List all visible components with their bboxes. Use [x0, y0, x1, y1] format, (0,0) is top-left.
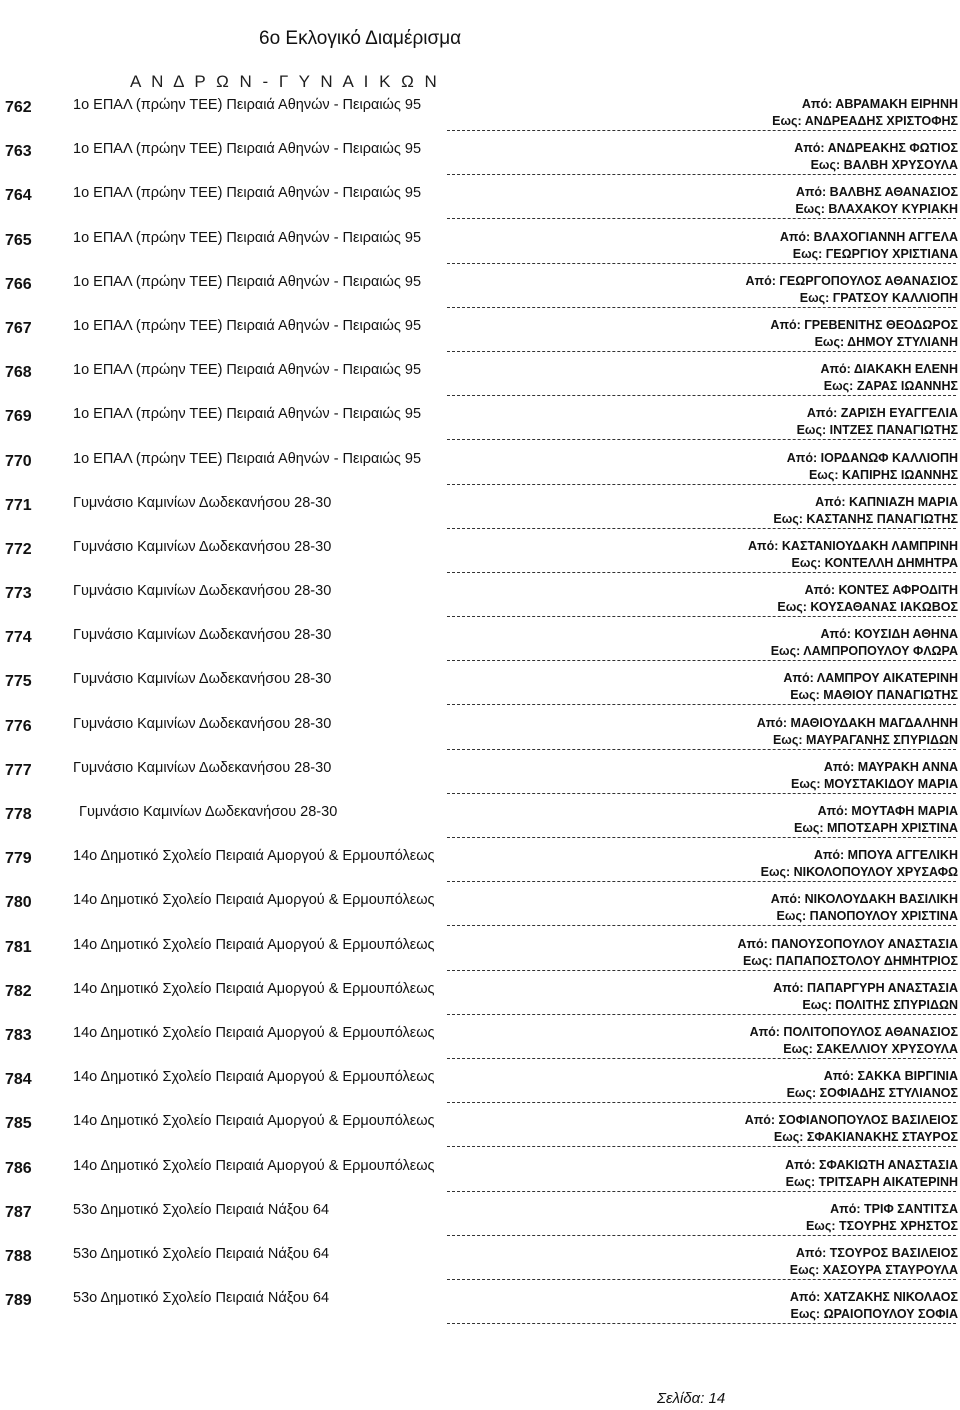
station-number: 771	[5, 496, 32, 514]
range-to: Εως: ΑΝΔΡΕΑΔΗΣ ΧΡΙΣΤΟΦΗΣ	[772, 114, 958, 128]
range-from: Από: ΛΑΜΠΡΟΥ ΑΙΚΑΤΕΡΙΝΗ	[783, 671, 958, 686]
station-location: Γυμνάσιο Καμινίων Δωδεκανήσου 28-30	[73, 627, 332, 644]
range-from: Από: ΝΙΚΟΛΟΥΔΑΚΗ ΒΑΣΙΛΙΚΗ	[770, 892, 958, 907]
station-row	[0, 577, 960, 621]
station-row	[0, 886, 960, 930]
dashed-divider	[447, 130, 956, 131]
station-location: 14ο Δημοτικό Σχολείο Πειραιά Αμοργού & Ερμουπόλεως	[73, 892, 435, 909]
station-location: 14ο Δημοτικό Σχολείο Πειραιά Αμοργού & Ερμουπόλεως	[73, 1024, 435, 1041]
surname-range	[761, 847, 958, 881]
station-row	[0, 975, 960, 1019]
range-to: Εως: ΠΟΛΙΤΗΣ ΣΠΥΡΙΔΩΝ	[802, 997, 958, 1012]
station-row	[0, 533, 960, 577]
dashed-divider	[447, 572, 956, 573]
station-row	[0, 1107, 960, 1151]
station-row	[0, 798, 960, 842]
station-row	[0, 489, 960, 533]
station-row	[0, 312, 960, 356]
surname-range	[771, 891, 958, 925]
surname-range	[783, 670, 958, 704]
station-location: 1ο ΕΠΑΛ (πρώην ΤΕΕ) Πειραιά Αθηνών - Πειραιώς 95	[73, 317, 422, 334]
range-to: Εως: ΠΑΝΟΠΟΥΛΟΥ ΧΡΙΣΤΙΝΑ	[776, 909, 958, 924]
dashed-divider	[447, 925, 956, 926]
station-row	[0, 400, 960, 444]
dashed-divider	[447, 704, 956, 705]
range-to: Εως: ΙΝΤΖΕΣ ΠΑΝΑΓΙΩΤΗΣ	[796, 423, 958, 438]
dashed-divider	[447, 439, 956, 440]
station-location: Γυμνάσιο Καμινίων Δωδεκανήσου 28-30	[79, 804, 338, 820]
station-number: 765	[5, 231, 32, 249]
station-row	[0, 135, 960, 179]
station-row	[0, 224, 960, 268]
station-location: 53ο Δημοτικό Σχολείο Πειραιά Νάξου 64	[73, 1201, 330, 1218]
station-location: Γυμνάσιο Καμινίων Δωδεκανήσου 28-30	[73, 538, 332, 555]
dashed-divider	[447, 793, 956, 794]
station-number: 779	[5, 850, 32, 868]
surname-range	[745, 1112, 958, 1146]
section-subtitle: Α Ν Δ Ρ Ω Ν - Γ Υ Ν Α Ι Κ Ω Ν	[130, 72, 440, 91]
range-from: Από: ΚΑΣΤΑΝΙΟΥΔΑΚΗ ΛΑΜΠΡΙΝΗ	[748, 538, 958, 553]
surname-range	[773, 980, 958, 1014]
surname-range	[772, 96, 958, 130]
station-number: 772	[5, 540, 32, 558]
station-number: 782	[5, 982, 32, 1000]
station-number: 787	[5, 1203, 32, 1221]
range-from: Από: ΠΟΛΙΤΟΠΟΥΛΟΣ ΑΘΑΝΑΣΙΟΣ	[749, 1024, 958, 1039]
range-to: Εως: ΣΟΦΙΑΔΗΣ ΣΤΥΛΙΑΝΟΣ	[786, 1086, 958, 1101]
surname-range	[790, 1289, 958, 1323]
station-row	[0, 268, 960, 312]
dashed-divider	[447, 218, 956, 219]
station-location: 14ο Δημοτικό Σχολείο Πειραιά Αμοργού & Ερμουπόλεως	[73, 1113, 435, 1130]
station-number: 780	[5, 894, 32, 912]
station-row	[0, 665, 960, 709]
range-to: Εως: ΒΑΛΒΗ ΧΡΥΣΟΥΛΑ	[810, 158, 958, 173]
station-location: 1ο ΕΠΑΛ (πρώην ΤΕΕ) Πειραιά Αθηνών - Πειραιώς 95	[73, 185, 422, 202]
station-location: 1ο ΕΠΑΛ (πρώην ΤΕΕ) Πειραιά Αθηνών - Πειραιώς 95	[73, 450, 422, 467]
range-to: Εως: ΚΑΣΤΑΝΗΣ ΠΑΝΑΓΙΩΤΗΣ	[773, 511, 958, 526]
dashed-divider	[447, 307, 956, 308]
station-number: 777	[5, 761, 32, 779]
range-to: Εως: ΜΑΥΡΑΓΑΝΗΣ ΣΠΥΡΙΔΩΝ	[772, 732, 958, 747]
range-from: Από: ΜΟΥΤΑΦΗ ΜΑΡΙΑ	[817, 804, 958, 818]
surname-range	[777, 582, 958, 616]
surname-range	[771, 626, 958, 660]
range-to: Εως: ΔΗΜΟΥ ΣΤΥΛΙΑΝΗ	[814, 334, 958, 349]
station-number: 774	[5, 629, 32, 647]
range-from: Από: ΓΡΕΒΕΝΙΤΗΣ ΘΕΟΔΩΡΟΣ	[770, 317, 958, 332]
range-from: Από: ΣΟΦΙΑΝΟΠΟΥΛΟΣ ΒΑΣΙΛΕΙΟΣ	[744, 1113, 958, 1128]
station-row	[0, 1152, 960, 1196]
station-row	[0, 1196, 960, 1240]
station-number: 770	[5, 452, 32, 470]
station-row	[0, 356, 960, 400]
range-to: Εως: ΖΑΡΑΣ ΙΩΑΝΝΗΣ	[823, 379, 958, 394]
range-from: Από: ΒΛΑΧΟΓΙΑΝΝΗ ΑΓΓΕΛΑ	[779, 229, 958, 244]
dashed-divider	[447, 395, 956, 396]
range-to: Εως: ΒΛΑΧΑΚΟΥ ΚΥΡΙΑΚΗ	[795, 202, 958, 217]
dashed-divider	[447, 351, 956, 352]
station-number: 784	[5, 1071, 32, 1089]
range-to: Εως: ΓΡΑΤΣΟΥ ΚΑΛΛΙΟΠΗ	[799, 290, 958, 305]
station-location: 14ο Δημοτικό Σχολείο Πειραιά Αμοργού & Ερμουπόλεως	[73, 1069, 435, 1086]
surname-range	[757, 715, 958, 749]
station-number: 775	[5, 673, 32, 691]
station-row	[0, 754, 960, 798]
dashed-divider	[447, 970, 956, 971]
station-number: 785	[5, 1115, 32, 1133]
range-to: Εως: ΣΦΑΚΙΑΝΑΚΗΣ ΣΤΑΥΡΟΣ	[773, 1130, 958, 1145]
station-location: Γυμνάσιο Καμινίων Δωδεκανήσου 28-30	[73, 583, 332, 600]
surname-range	[780, 229, 958, 263]
station-row	[0, 710, 960, 754]
range-to: Εως: ΓΕΩΡΓΙΟΥ ΧΡΙΣΤΙΑΝΑ	[792, 246, 958, 261]
station-location: 14ο Δημοτικό Σχολείο Πειραιά Αμοργού & Ερμουπόλεως	[73, 1157, 435, 1174]
dashed-divider	[447, 528, 956, 529]
surname-range	[794, 803, 958, 837]
station-number: 764	[5, 187, 32, 205]
station-row	[0, 91, 960, 135]
surname-range	[820, 361, 958, 395]
station-number: 776	[5, 717, 32, 735]
station-number: 786	[5, 1159, 32, 1177]
station-location: 1ο ΕΠΑΛ (πρώην ΤΕΕ) Πειραιά Αθηνών - Πειραιώς 95	[73, 141, 422, 158]
station-number: 769	[5, 408, 32, 426]
station-number: 768	[5, 364, 32, 382]
page-title: 6ο Εκλογικό Διαμέρισμα	[259, 28, 462, 49]
dashed-divider	[447, 1102, 956, 1103]
surname-range	[794, 140, 958, 174]
range-to: Εως: ΜΟΥΣΤΑΚΙΔΟΥ ΜΑΡΙΑ	[790, 776, 958, 791]
station-number: 763	[5, 143, 32, 161]
station-location: 1ο ΕΠΑΛ (πρώην ΤΕΕ) Πειραιά Αθηνών - Πειραιώς 95	[73, 97, 422, 113]
station-location: 53ο Δημοτικό Σχολείο Πειραιά Νάξου 64	[73, 1245, 330, 1262]
station-location: 1ο ΕΠΑΛ (πρώην ΤΕΕ) Πειραιά Αθηνών - Πειραιώς 95	[73, 362, 422, 379]
surname-range	[748, 538, 958, 572]
station-row	[0, 1019, 960, 1063]
surname-range	[795, 184, 958, 218]
range-from: Από: ΜΑΘΙΟΥΔΑΚΗ ΜΑΓΔΑΛΗΝΗ	[756, 715, 958, 730]
range-from: Από: ΑΒΡΑΜΑΚΗ ΕΙΡΗΝΗ	[801, 97, 958, 111]
dashed-divider	[447, 837, 956, 838]
station-row	[0, 931, 960, 975]
station-location: 14ο Δημοτικό Σχολείο Πειραιά Αμοργού & Ερμουπόλεως	[73, 936, 435, 953]
range-to: Εως: ΜΠΟΤΣΑΡΗ ΧΡΙΣΤΙΝΑ	[793, 821, 958, 835]
station-number: 766	[5, 275, 32, 293]
range-from: Από: ΜΠΟΥΑ ΑΓΓΕΛΙΚΗ	[813, 848, 958, 863]
station-row	[0, 1063, 960, 1107]
dashed-divider	[447, 1146, 956, 1147]
surname-range	[750, 1024, 958, 1058]
station-number: 789	[5, 1292, 32, 1310]
range-from: Από: ΠΑΠΑΡΓΥΡΗ ΑΝΑΣΤΑΣΙΑ	[773, 980, 958, 995]
range-to: Εως: ΛΑΜΠΡΟΠΟΥΛΟΥ ΦΛΩΡΑ	[770, 644, 958, 659]
station-row	[0, 1284, 960, 1328]
surname-range	[770, 317, 958, 351]
range-to: Εως: ΚΟΝΤΕΛΛΗ ΔΗΜΗΤΡΑ	[791, 555, 958, 570]
range-from: Από: ΤΣΟΥΡΟΣ ΒΑΣΙΛΕΙΟΣ	[795, 1245, 958, 1260]
dashed-divider	[447, 1014, 956, 1015]
station-location: Γυμνάσιο Καμινίων Δωδεκανήσου 28-30	[73, 671, 332, 688]
station-location: 53ο Δημοτικό Σχολείο Πειραιά Νάξου 64	[73, 1290, 330, 1307]
range-to: Εως: ΠΑΠΑΠΟΣΤΟΛΟΥ ΔΗΜΗΤΡΙΟΣ	[742, 953, 958, 968]
surname-range	[745, 273, 958, 307]
station-location: 1ο ΕΠΑΛ (πρώην ΤΕΕ) Πειραιά Αθηνών - Πειραιώς 95	[73, 273, 422, 290]
surname-range	[787, 1068, 958, 1102]
range-from: Από: ΣΦΑΚΙΩΤΗ ΑΝΑΣΤΑΣΙΑ	[785, 1157, 958, 1172]
station-location: 1ο ΕΠΑΛ (πρώην ΤΕΕ) Πειραιά Αθηνών - Πειραιώς 95	[73, 229, 422, 246]
station-number: 767	[5, 319, 32, 337]
range-to: Εως: ΝΙΚΟΛΟΠΟΥΛΟΥ ΧΡΥΣΑΦΩ	[760, 865, 958, 880]
dashed-divider	[447, 616, 956, 617]
dashed-divider	[447, 484, 956, 485]
surname-range	[773, 494, 958, 528]
polling-station-list	[0, 91, 960, 1328]
range-from: Από: ΜΑΥΡΑΚΗ ΑΝΝΑ	[823, 759, 958, 774]
range-from: Από: ΚΑΠΝΙΑΖΗ ΜΑΡΙΑ	[815, 494, 958, 509]
surname-range	[797, 405, 958, 439]
surname-range	[806, 1201, 958, 1235]
dashed-divider	[447, 174, 956, 175]
station-row	[0, 842, 960, 886]
surname-range	[737, 936, 958, 970]
station-row	[0, 445, 960, 489]
range-from: Από: ΠΑΝΟΥΣΟΠΟΥΛΟΥ ΑΝΑΣΤΑΣΙΑ	[737, 936, 958, 951]
station-row	[0, 621, 960, 665]
station-row	[0, 179, 960, 223]
surname-range	[790, 1245, 958, 1279]
station-location: 14ο Δημοτικό Σχολείο Πειραιά Αμοργού & Ερμουπόλεως	[73, 980, 435, 997]
dashed-divider	[447, 660, 956, 661]
range-from: Από: ΖΑΡΙΣΗ ΕΥΑΓΓΕΛΙΑ	[806, 406, 958, 421]
dashed-divider	[447, 881, 956, 882]
range-to: Εως: ΤΡΙΤΣΑΡΗ ΑΙΚΑΤΕΡΙΝΗ	[785, 1174, 958, 1189]
range-from: Από: ΚΟΥΣΙΔΗ ΑΘΗΝΑ	[820, 627, 958, 642]
station-row	[0, 1240, 960, 1284]
range-to: Εως: ΚΑΠΙΡΗΣ ΙΩΑΝΝΗΣ	[808, 467, 958, 482]
range-to: Εως: ΣΑΚΕΛΛΙΟΥ ΧΡΥΣΟΥΛΑ	[783, 1041, 958, 1056]
station-location: Γυμνάσιο Καμινίων Δωδεκανήσου 28-30	[73, 494, 332, 511]
dashed-divider	[447, 1191, 956, 1192]
range-to: Εως: ΧΑΣΟΥΡΑ ΣΤΑΥΡΟΥΛΑ	[789, 1262, 958, 1277]
range-from: Από: ΓΕΩΡΓΟΠΟΥΛΟΣ ΑΘΑΝΑΣΙΟΣ	[745, 273, 958, 288]
station-number: 788	[5, 1247, 32, 1265]
range-to: Εως: ΜΑΘΙΟΥ ΠΑΝΑΓΙΩΤΗΣ	[790, 688, 958, 703]
range-from: Από: ΤΡΙΦ ΣΑΝΤΙΤΣΑ	[830, 1201, 958, 1216]
dashed-divider	[447, 1058, 956, 1059]
station-location: 1ο ΕΠΑΛ (πρώην ΤΕΕ) Πειραιά Αθηνών - Πειραιώς 95	[73, 406, 422, 423]
station-number: 781	[5, 938, 32, 956]
station-number: 783	[5, 1026, 32, 1044]
range-from: Από: ΙΟΡΔΑΝΩΦ ΚΑΛΛΙΟΠΗ	[786, 450, 958, 465]
range-from: Από: ΒΑΛΒΗΣ ΑΘΑΝΑΣΙΟΣ	[795, 185, 958, 200]
station-number: 773	[5, 585, 32, 603]
range-to: Εως: ΩΡΑΙΟΠΟΥΛΟΥ ΣΟΦΙΑ	[790, 1307, 958, 1322]
dashed-divider	[447, 263, 956, 264]
station-number: 762	[5, 99, 32, 116]
surname-range	[791, 759, 958, 793]
range-to: Εως: ΤΣΟΥΡΗΣ ΧΡΗΣΤΟΣ	[805, 1218, 958, 1233]
range-from: Από: ΑΝΔΡΕΑΚΗΣ ΦΩΤΙΟΣ	[794, 141, 958, 156]
dashed-divider	[447, 1279, 956, 1280]
range-from: Από: ΧΑΤΖΑΚΗΣ ΝΙΚΟΛΑΟΣ	[789, 1290, 958, 1305]
surname-range	[785, 1157, 958, 1191]
surname-range	[787, 450, 958, 484]
station-location: Γυμνάσιο Καμινίων Δωδεκανήσου 28-30	[73, 759, 332, 776]
station-location: Γυμνάσιο Καμινίων Δωδεκανήσου 28-30	[73, 715, 332, 732]
page-number: Σελίδα: 14	[657, 1390, 726, 1407]
dashed-divider	[447, 749, 956, 750]
range-from: Από: ΚΟΝΤΕΣ ΑΦΡΟΔΙΤΗ	[804, 583, 958, 598]
station-location: 14ο Δημοτικό Σχολείο Πειραιά Αμοργού & Ερμουπόλεως	[73, 848, 435, 865]
range-from: Από: ΔΙΑΚΑΚΗ ΕΛΕΝΗ	[820, 362, 958, 377]
dashed-divider	[447, 1323, 956, 1324]
station-number: 778	[5, 806, 32, 823]
range-from: Από: ΣΑΚΚΑ ΒΙΡΓΙΝΙΑ	[823, 1069, 958, 1084]
range-to: Εως: ΚΟΥΣΑΘΑΝΑΣ ΙΑΚΩΒΟΣ	[777, 600, 958, 615]
dashed-divider	[447, 1235, 956, 1236]
